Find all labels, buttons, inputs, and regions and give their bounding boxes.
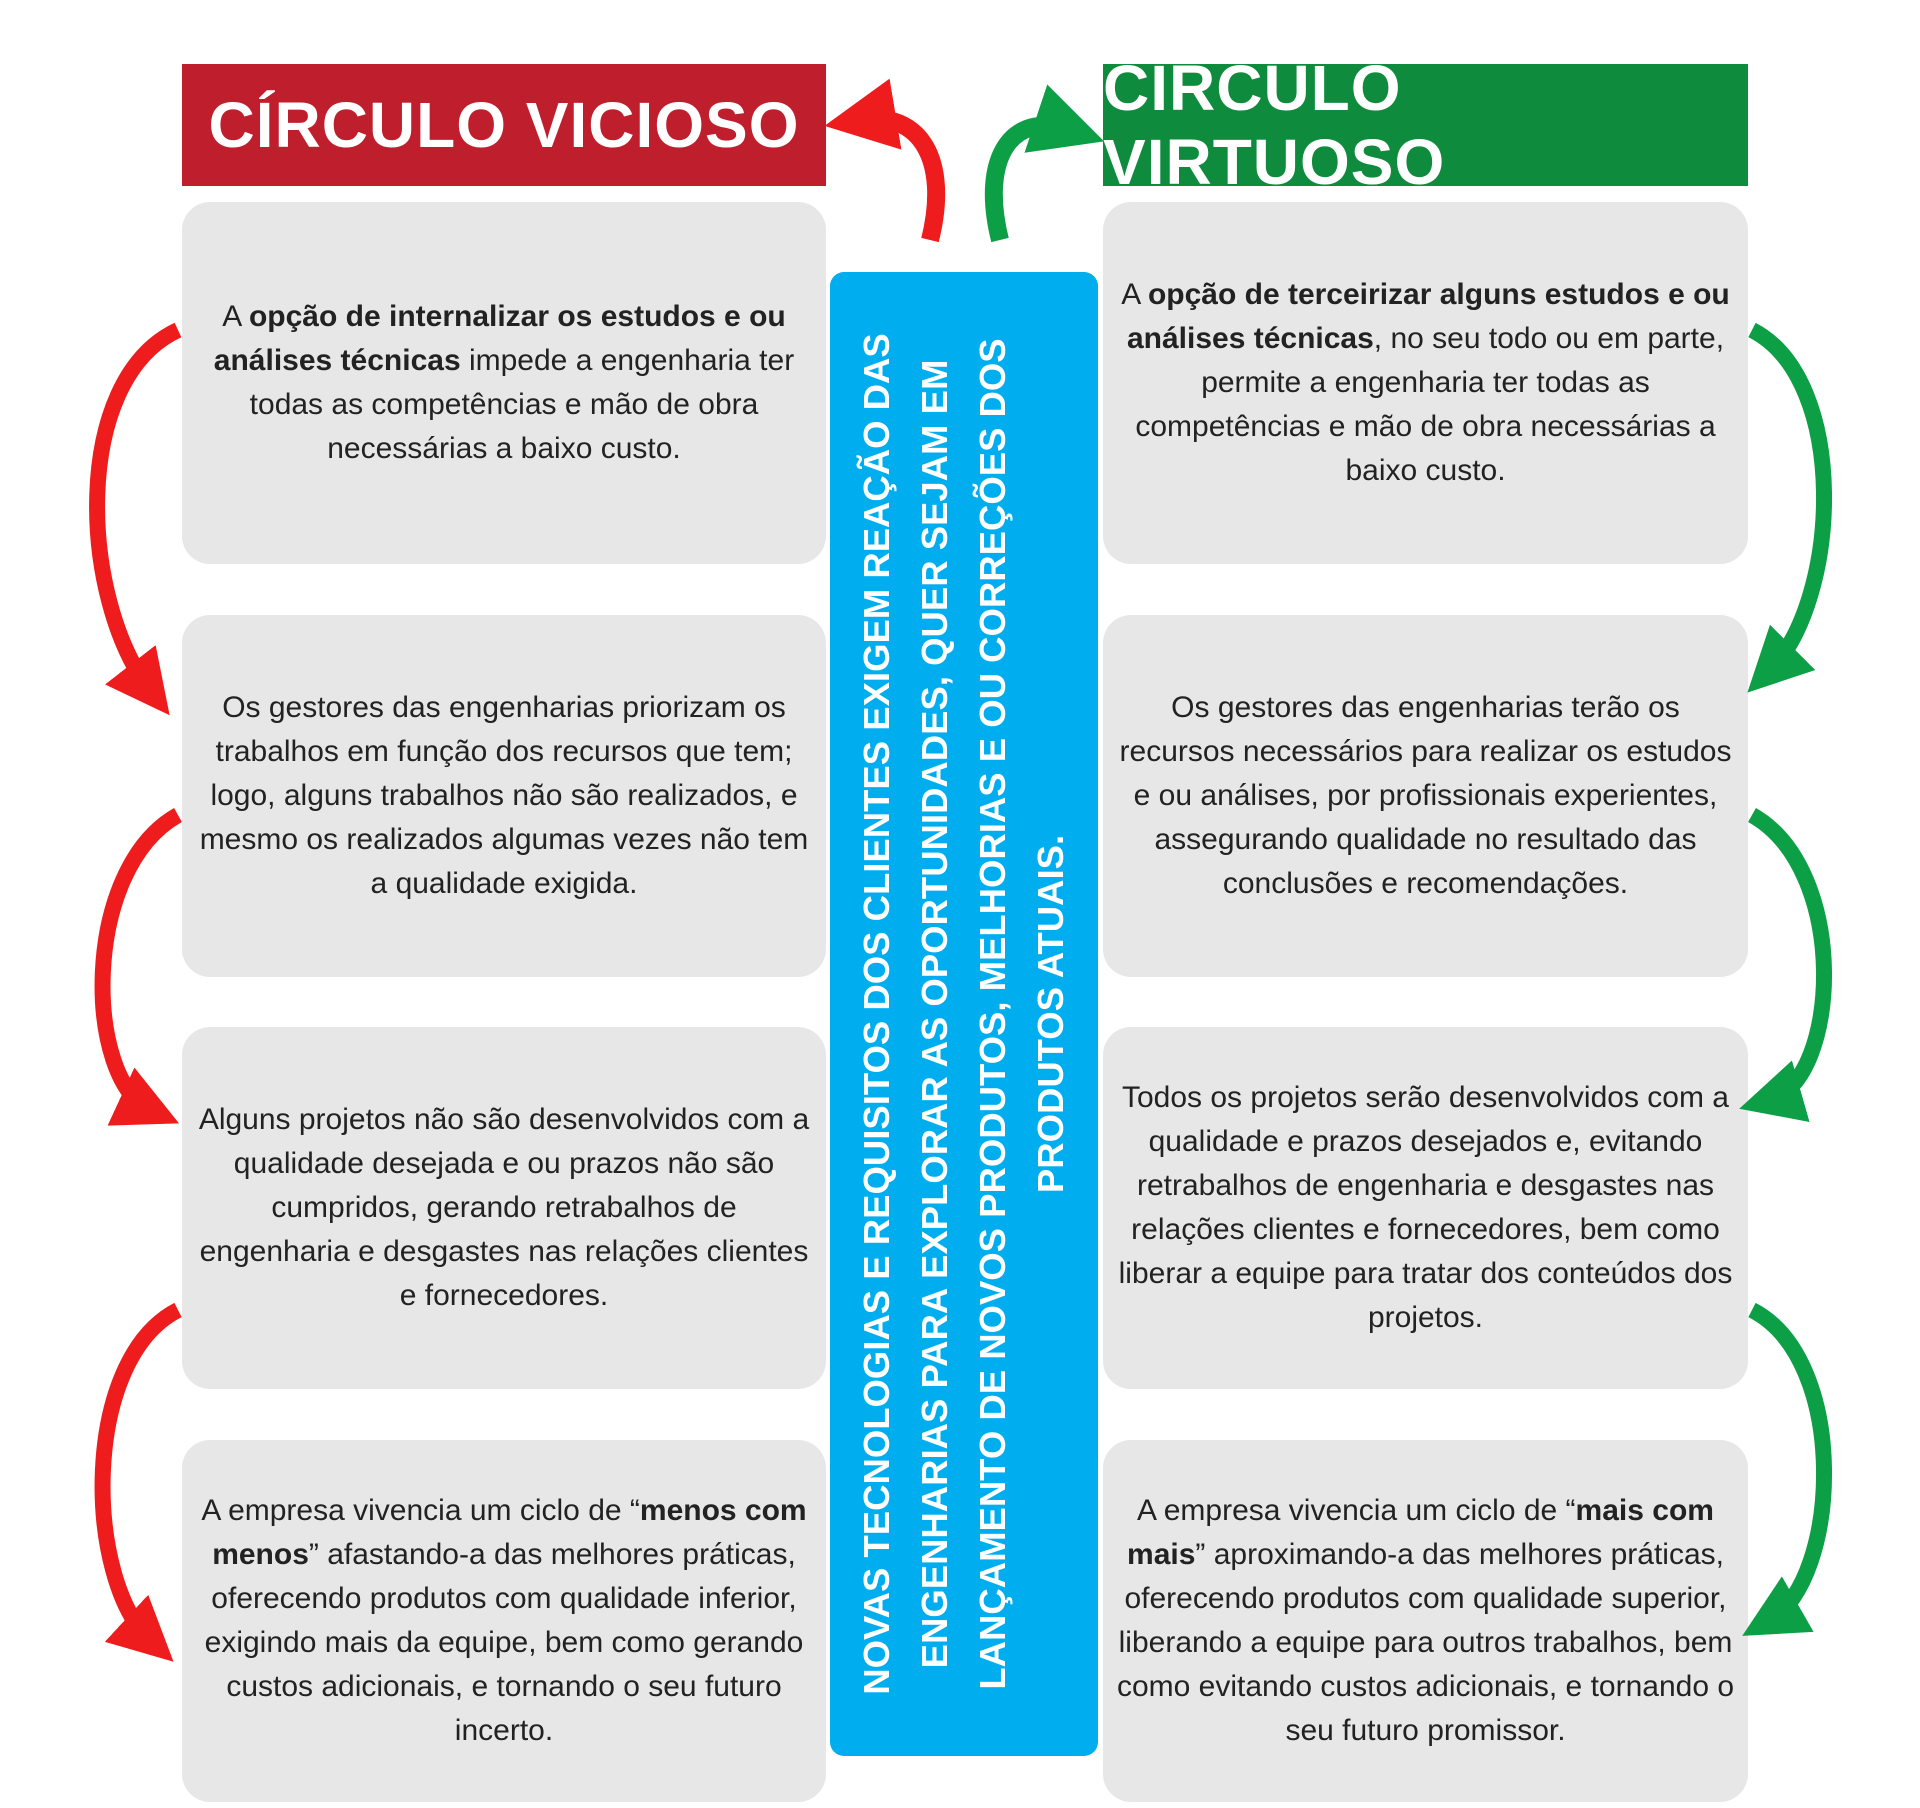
vicious-card-1: A opção de internalizar os estudos e ou análises técnicas impede a engenharia ter todas as competências e mão de obra necessárias a baixo custo. xyxy=(182,202,826,564)
vicious-arrow-3 xyxy=(103,1310,178,1640)
vicious-card-3: Alguns projetos não são desenvolvidos com a qualidade desejada e ou prazos não são cumpridos, gerando retrabalhos de engenharia e desgastes nas relações clientes e fornecedores. xyxy=(182,1027,826,1389)
virtuous-circle-title: CÍRCULO VIRTUOSO xyxy=(1103,52,1446,198)
vicious-arrow-1 xyxy=(97,330,178,690)
virtuous-card-2: Os gestores das engenharias terão os recursos necessários para realizar os estudos e ou análises, por profissionais experientes, assegurando qualidade no resultado das conclusões e recomendações. xyxy=(1103,615,1748,977)
center-to-virtuous-arrow xyxy=(994,126,1070,240)
virtuous-arrow-1 xyxy=(1752,330,1824,670)
vicious-card-2: Os gestores das engenharias priorizam os trabalhos em função dos recursos que tem; logo, alguns trabalhos não são realizados, e mesmo os realizados algumas vezes não tem a qualidade exigida. xyxy=(182,615,826,977)
virtuous-card-4: A empresa vivencia um ciclo de “mais com mais” aproximando-a das melhores práticas, oferecendo produtos com qualidade superior, liberando a equipe para outros trabalhos, bem como evitando custos adicionais, e tornando o seu futuro promissor. xyxy=(1103,1440,1748,1802)
virtuous-card-3: Todos os projetos serão desenvolvidos com a qualidade e prazos desejados e, evitando retrabalhos de engenharia e desgastes nas relações clientes e fornecedores, bem como liberar a equipe para tratar dos conteúdos dos projetos. xyxy=(1103,1027,1748,1389)
center-requirements-text: NOVAS TECNOLOGIAS E REQUISITOS DOS CLIENTES EXIGEM REAÇÃO DAS ENGENHARIAS PARA EXPLORAR AS OPORTUNIDADES, QUER SEJAM EM LANÇAMENTO DE NOVOS PRODUTOS, MELHORIAS E OU CORREÇÕES DOS PRODUTOS ATUAIS. xyxy=(856,333,1071,1695)
vicious-circle-title: CÍRCULO VICIOSO xyxy=(208,89,800,161)
virtuous-card-1: A opção de terceirizar alguns estudos e ou análises técnicas, no seu todo ou em parte, permite a engenharia ter todas as competências e mão de obra necessárias a baixo custo. xyxy=(1103,202,1748,564)
vicious-card-4: A empresa vivencia um ciclo de “menos com menos” afastando-a das melhores práticas, oferecendo produtos com qualidade inferior, exigindo mais da equipe, bem como gerando custos adicionais, e tornando o seu futuro incerto. xyxy=(182,1440,826,1802)
virtuous-arrow-3 xyxy=(1752,1310,1824,1620)
center-to-vicious-arrow xyxy=(860,119,936,240)
vicious-arrow-2 xyxy=(103,815,178,1110)
virtuous-arrow-2 xyxy=(1752,815,1824,1100)
